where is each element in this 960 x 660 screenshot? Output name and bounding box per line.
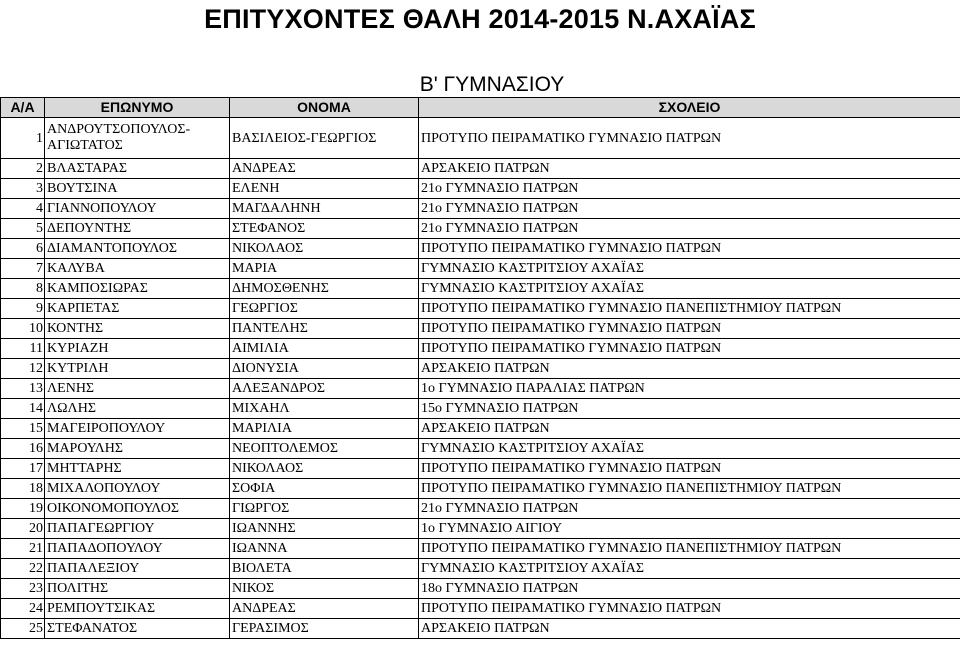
row-number: 25 bbox=[1, 619, 45, 639]
row-name: ΑΙΜΙΛΙΑ bbox=[230, 339, 419, 359]
row-name: ΒΙΟΛΕΤΑ bbox=[230, 559, 419, 579]
row-school: 21ο ΓΥΜΝΑΣΙΟ ΠΑΤΡΩΝ bbox=[419, 219, 960, 239]
row-surname: ΜΑΓΕΙΡΟΠΟΥΛΟΥ bbox=[45, 419, 230, 439]
row-number: 7 bbox=[1, 259, 45, 279]
row-surname: ΠΑΠΑΓΕΩΡΓΙΟΥ bbox=[45, 519, 230, 539]
row-surname: ΚΥΤΡΙΛΗ bbox=[45, 359, 230, 379]
row-school: ΠΡΟΤΥΠΟ ΠΕΙΡΑΜΑΤΙΚΟ ΓΥΜΝΑΣΙΟ ΠΑΤΡΩΝ bbox=[419, 239, 960, 259]
row-name: ΓΕΩΡΓΙΟΣ bbox=[230, 299, 419, 319]
table-row bbox=[1, 519, 960, 539]
row-number: 16 bbox=[1, 439, 45, 459]
row-school: ΓΥΜΝΑΣΙΟ ΚΑΣΤΡΙΤΣΙΟΥ ΑΧΑΪΑΣ bbox=[419, 559, 960, 579]
row-name: ΓΕΡΑΣΙΜΟΣ bbox=[230, 619, 419, 639]
row-surname: ΠΟΛΙΤΗΣ bbox=[45, 579, 230, 599]
row-school: 1ο ΓΥΜΝΑΣΙΟ ΠΑΡΑΛΙΑΣ ΠΑΤΡΩΝ bbox=[419, 379, 960, 399]
row-number: 12 bbox=[1, 359, 45, 379]
row-surname: ΠΑΠΑΔΟΠΟΥΛΟΥ bbox=[45, 539, 230, 559]
row-name: ΜΙΧΑΗΛ bbox=[230, 399, 419, 419]
row-surname: ΚΥΡΙΑΖΗ bbox=[45, 339, 230, 359]
row-school: 18ο ΓΥΜΝΑΣΙΟ ΠΑΤΡΩΝ bbox=[419, 579, 960, 599]
row-surname: ΡΕΜΠΟΥΤΣΙΚΑΣ bbox=[45, 599, 230, 619]
row-surname: ΜΗΤΤΑΡΗΣ bbox=[45, 459, 230, 479]
row-name: ΣΟΦΙΑ bbox=[230, 479, 419, 499]
row-name: ΜΑΡΙΛΙΑ bbox=[230, 419, 419, 439]
row-surname: ΠΑΠΑΛΕΞΙΟΥ bbox=[45, 559, 230, 579]
column-header-name: ΟΝΟΜΑ bbox=[230, 98, 419, 118]
row-name: ΝΙΚΟΣ bbox=[230, 579, 419, 599]
row-name: ΑΝΔΡΕΑΣ bbox=[230, 159, 419, 179]
row-number: 10 bbox=[1, 319, 45, 339]
table-row bbox=[1, 359, 960, 379]
row-name: ΠΑΝΤΕΛΗΣ bbox=[230, 319, 419, 339]
row-school: ΑΡΣΑΚΕΙΟ ΠΑΤΡΩΝ bbox=[419, 419, 960, 439]
row-school: 15ο ΓΥΜΝΑΣΙΟ ΠΑΤΡΩΝ bbox=[419, 399, 960, 419]
row-name: ΝΙΚΟΛΑΟΣ bbox=[230, 459, 419, 479]
row-number: 22 bbox=[1, 559, 45, 579]
row-name: ΝΙΚΟΛΑΟΣ bbox=[230, 239, 419, 259]
row-number: 11 bbox=[1, 339, 45, 359]
row-school: ΠΡΟΤΥΠΟ ΠΕΙΡΑΜΑΤΙΚΟ ΓΥΜΝΑΣΙΟ ΠΑΝΕΠΙΣΤΗΜΙΟΥ ΠΑΤΡΩΝ bbox=[419, 539, 960, 559]
row-name: ΕΛΕΝΗ bbox=[230, 179, 419, 199]
row-number: 6 bbox=[1, 239, 45, 259]
table-row bbox=[1, 599, 960, 619]
row-name: ΑΝΔΡΕΑΣ bbox=[230, 599, 419, 619]
row-surname-text: ΑΝΔΡΟΥΤΣΟΠΟΥΛΟΣ-ΑΓΙΩΤΑΤΟΣ bbox=[47, 122, 191, 153]
row-school: ΠΡΟΤΥΠΟ ΠΕΙΡΑΜΑΤΙΚΟ ΓΥΜΝΑΣΙΟ ΠΑΤΡΩΝ bbox=[419, 459, 960, 479]
row-number: 13 bbox=[1, 379, 45, 399]
table-row bbox=[1, 319, 960, 339]
row-school: ΠΡΟΤΥΠΟ ΠΕΙΡΑΜΑΤΙΚΟ ΓΥΜΝΑΣΙΟ ΠΑΤΡΩΝ bbox=[419, 118, 960, 159]
section-title: Β' ΓΥΜΝΑΣΙΟΥ bbox=[419, 73, 565, 96]
row-name: ΓΙΩΡΓΟΣ bbox=[230, 499, 419, 519]
table-row bbox=[1, 199, 960, 219]
row-number: 23 bbox=[1, 579, 45, 599]
row-school: ΠΡΟΤΥΠΟ ΠΕΙΡΑΜΑΤΙΚΟ ΓΥΜΝΑΣΙΟ ΠΑΤΡΩΝ bbox=[419, 339, 960, 359]
row-number: 3 bbox=[1, 179, 45, 199]
row-name: ΣΤΕΦΑΝΟΣ bbox=[230, 219, 419, 239]
row-name: ΔΙΟΝΥΣΙΑ bbox=[230, 359, 419, 379]
row-surname: ΒΟΥΤΣΙΝΑ bbox=[45, 179, 230, 199]
row-number: 5 bbox=[1, 219, 45, 239]
table-row bbox=[1, 559, 960, 579]
row-name: ΑΛΕΞΑΝΔΡΟΣ bbox=[230, 379, 419, 399]
row-surname: ΚΟΝΤΗΣ bbox=[45, 319, 230, 339]
row-number: 8 bbox=[1, 279, 45, 299]
row-surname: ΛΩΛΗΣ bbox=[45, 399, 230, 419]
table-row bbox=[1, 619, 960, 639]
row-school: ΠΡΟΤΥΠΟ ΠΕΙΡΑΜΑΤΙΚΟ ΓΥΜΝΑΣΙΟ ΠΑΝΕΠΙΣΤΗΜΙΟΥ ΠΑΤΡΩΝ bbox=[419, 479, 960, 499]
row-surname: ΚΑΛΥΒΑ bbox=[45, 259, 230, 279]
row-name: ΝΕΟΠΤΟΛΕΜΟΣ bbox=[230, 439, 419, 459]
row-number: 20 bbox=[1, 519, 45, 539]
row-school: ΑΡΣΑΚΕΙΟ ΠΑΤΡΩΝ bbox=[419, 159, 960, 179]
results-table bbox=[0, 97, 960, 639]
table-row bbox=[1, 439, 960, 459]
table-row bbox=[1, 239, 960, 259]
row-school: 21ο ΓΥΜΝΑΣΙΟ ΠΑΤΡΩΝ bbox=[419, 179, 960, 199]
table-row bbox=[1, 219, 960, 239]
table-row bbox=[1, 279, 960, 299]
table-row bbox=[1, 259, 960, 279]
row-surname: ΚΑΜΠΟΣΙΩΡΑΣ bbox=[45, 279, 230, 299]
row-number: 15 bbox=[1, 419, 45, 439]
table-row bbox=[1, 339, 960, 359]
row-number: 24 bbox=[1, 599, 45, 619]
row-surname: ΔΕΠΟΥΝΤΗΣ bbox=[45, 219, 230, 239]
row-surname: ΓΙΑΝΝΟΠΟΥΛΟΥ bbox=[45, 199, 230, 219]
row-surname: ΛΕΝΗΣ bbox=[45, 379, 230, 399]
table-row bbox=[1, 379, 960, 399]
row-number: 21 bbox=[1, 539, 45, 559]
row-school: 1ο ΓΥΜΝΑΣΙΟ ΑΙΓΙΟΥ bbox=[419, 519, 960, 539]
row-number: 14 bbox=[1, 399, 45, 419]
row-school: ΑΡΣΑΚΕΙΟ ΠΑΤΡΩΝ bbox=[419, 359, 960, 379]
column-header-school: ΣΧΟΛΕΙΟ bbox=[419, 98, 960, 118]
column-header-index: Α/Α bbox=[1, 98, 45, 118]
row-surname: ΔΙΑΜΑΝΤΟΠΟΥΛΟΣ bbox=[45, 239, 230, 259]
table-row bbox=[1, 419, 960, 439]
table-row bbox=[1, 299, 960, 319]
row-school: ΠΡΟΤΥΠΟ ΠΕΙΡΑΜΑΤΙΚΟ ΓΥΜΝΑΣΙΟ ΠΑΤΡΩΝ bbox=[419, 319, 960, 339]
row-name: ΜΑΓΔΑΛΗΝΗ bbox=[230, 199, 419, 219]
row-school: ΓΥΜΝΑΣΙΟ ΚΑΣΤΡΙΤΣΙΟΥ ΑΧΑΪΑΣ bbox=[419, 259, 960, 279]
table-row bbox=[1, 459, 960, 479]
table-row bbox=[1, 118, 960, 159]
row-number: 4 bbox=[1, 199, 45, 219]
row-name: ΔΗΜΟΣΘΕΝΗΣ bbox=[230, 279, 419, 299]
row-surname: ΜΑΡΟΥΛΗΣ bbox=[45, 439, 230, 459]
row-name: ΙΩΑΝΝΗΣ bbox=[230, 519, 419, 539]
header-row bbox=[1, 98, 960, 118]
row-school: ΓΥΜΝΑΣΙΟ ΚΑΣΤΡΙΤΣΙΟΥ ΑΧΑΪΑΣ bbox=[419, 279, 960, 299]
row-surname: ΣΤΕΦΑΝΑΤΟΣ bbox=[45, 619, 230, 639]
row-number: 19 bbox=[1, 499, 45, 519]
row-number: 2 bbox=[1, 159, 45, 179]
table-row bbox=[1, 579, 960, 599]
row-name: ΙΩΑΝΝΑ bbox=[230, 539, 419, 559]
table-row bbox=[1, 539, 960, 559]
row-surname: ΒΛΑΣΤΑΡΑΣ bbox=[45, 159, 230, 179]
results-body bbox=[1, 118, 960, 639]
row-surname: ΚΑΡΠΕΤΑΣ bbox=[45, 299, 230, 319]
table-row bbox=[1, 479, 960, 499]
table-row bbox=[1, 159, 960, 179]
row-name: ΜΑΡΙΑ bbox=[230, 259, 419, 279]
row-surname: ΜΙΧΑΛΟΠΟΥΛΟΥ bbox=[45, 479, 230, 499]
row-school: ΠΡΟΤΥΠΟ ΠΕΙΡΑΜΑΤΙΚΟ ΓΥΜΝΑΣΙΟ ΠΑΝΕΠΙΣΤΗΜΙΟΥ ΠΑΤΡΩΝ bbox=[419, 299, 960, 319]
row-surname bbox=[45, 118, 230, 159]
row-school: 21ο ΓΥΜΝΑΣΙΟ ΠΑΤΡΩΝ bbox=[419, 199, 960, 219]
row-school: ΓΥΜΝΑΣΙΟ ΚΑΣΤΡΙΤΣΙΟΥ ΑΧΑΪΑΣ bbox=[419, 439, 960, 459]
table-row bbox=[1, 179, 960, 199]
row-school: 21ο ΓΥΜΝΑΣΙΟ ΠΑΤΡΩΝ bbox=[419, 499, 960, 519]
row-number: 18 bbox=[1, 479, 45, 499]
row-surname: ΟΙΚΟΝΟΜΟΠΟΥΛΟΣ bbox=[45, 499, 230, 519]
row-school: ΑΡΣΑΚΕΙΟ ΠΑΤΡΩΝ bbox=[419, 619, 960, 639]
row-name: ΒΑΣΙΛΕΙΟΣ-ΓΕΩΡΓΙΟΣ bbox=[230, 118, 419, 159]
column-header-surname: ΕΠΩΝΥΜΟ bbox=[45, 98, 230, 118]
page-title: ΕΠΙΤΥΧΟΝΤΕΣ ΘΑΛΗ 2014-2015 Ν.ΑΧΑΪΑΣ bbox=[204, 4, 756, 34]
table-row bbox=[1, 399, 960, 419]
row-number: 1 bbox=[1, 118, 45, 159]
row-school: ΠΡΟΤΥΠΟ ΠΕΙΡΑΜΑΤΙΚΟ ΓΥΜΝΑΣΙΟ ΠΑΤΡΩΝ bbox=[419, 599, 960, 619]
table-row bbox=[1, 499, 960, 519]
row-number: 9 bbox=[1, 299, 45, 319]
row-number: 17 bbox=[1, 459, 45, 479]
